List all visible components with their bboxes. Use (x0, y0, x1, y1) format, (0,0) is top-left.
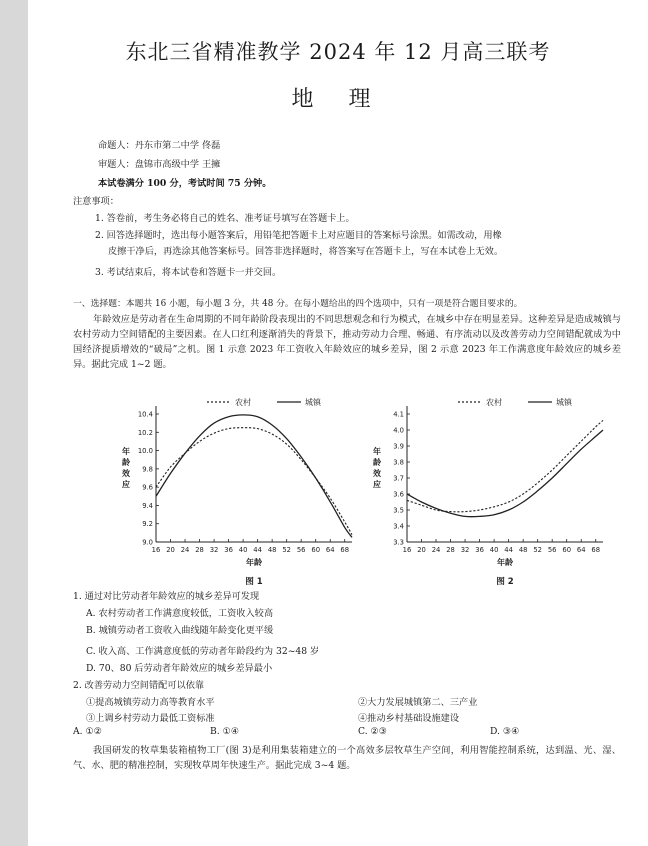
series-line-农村 (156, 428, 352, 535)
note-3: 3. 考试结束后，将本试卷和答题卡一并交回。 (95, 267, 282, 278)
x-tick-label: 56 (296, 546, 306, 554)
x-tick-label: 24 (431, 546, 441, 554)
x-tick-label: 24 (180, 546, 190, 554)
x-tick-label: 28 (195, 546, 204, 554)
y-label-char: 龄 (373, 458, 381, 467)
y-tick-label: 3.3 (393, 538, 404, 547)
y-tick-label: 10.0 (137, 447, 153, 456)
y-tick-label: 9.2 (142, 520, 153, 529)
y-label-char: 龄 (122, 458, 130, 467)
y-tick-label: 10.4 (137, 410, 153, 419)
figure-2-chart (363, 392, 613, 590)
x-tick-label: 64 (576, 546, 586, 554)
y-tick-label: 3.8 (393, 458, 404, 467)
q2-option-b: B. ①④ (210, 726, 240, 737)
x-axis-label: 年龄 (497, 558, 513, 567)
x-tick-label: 56 (547, 546, 557, 554)
x-axis-label: 年龄 (246, 558, 262, 567)
y-tick-label: 9.8 (142, 465, 153, 474)
y-label-char: 效 (373, 469, 381, 478)
y-label-char: 效 (122, 469, 130, 478)
reviewer-line: 审题人：盘锦市高级中学 王擁 (98, 159, 221, 170)
x-tick-label: 44 (504, 546, 513, 554)
q2-option-c: C. ②③ (358, 726, 388, 737)
note-1: 1. 答卷前，考生务必将自己的姓名、准考证号填写在答题卡上。 (95, 213, 355, 224)
q2-stem: 2. 改善劳动力空间错配可以依靠 (73, 680, 205, 691)
legend-label: 农村 (486, 398, 502, 407)
x-tick-label: 48 (518, 546, 528, 554)
legend-label: 农村 (235, 398, 251, 407)
x-tick-label: 68 (340, 546, 350, 554)
x-tick-label: 44 (253, 546, 262, 554)
notes-heading: 注意事项： (73, 196, 119, 207)
q1-stem: 1. 通过对比劳动者年龄效应的城乡差异可发现 (73, 591, 260, 602)
legend (458, 397, 573, 407)
exam-page (28, 0, 648, 846)
q1-option-a: A. 农村劳动者工作满意度较低，工资收入较高 (86, 608, 274, 619)
x-tick-label: 40 (489, 546, 499, 554)
y-tick-label: 4.0 (393, 426, 404, 435)
y-label-char: 应 (122, 480, 130, 489)
x-tick-label: 52 (282, 546, 291, 554)
y-label-char: 应 (373, 480, 381, 489)
y-label-char: 年 (373, 447, 381, 456)
q2-choice-1: ①提高城镇劳动力高等教育水平 (86, 697, 215, 708)
y-tick-label: 3.4 (393, 522, 404, 531)
y-tick-label: 3.7 (393, 474, 404, 483)
q2-choice-2: ②大力发展城镇第二、三产业 (358, 697, 478, 708)
q1-option-b: B. 城镇劳动者工资收入曲线随年龄变化更平缓 (86, 625, 274, 636)
y-axis-label (122, 446, 130, 489)
x-tick-label: 16 (402, 546, 412, 554)
x-tick-label: 16 (151, 546, 161, 554)
y-tick-label: 9.0 (142, 538, 153, 547)
legend (207, 397, 322, 407)
q2-choice-4: ④推动乡村基础设施建设 (358, 713, 460, 724)
x-tick-label: 20 (417, 546, 426, 554)
note-2-line1: 2. 回答选择题时，选出每小题答案后，用铅笔把答题卡上对应题目的答案标号涂黑。如需改动，用橡 (95, 230, 502, 241)
x-tick-label: 36 (475, 546, 484, 554)
x-tick-label: 36 (224, 546, 233, 554)
legend-label: 城镇 (556, 398, 572, 407)
exam-title: 东北三省精准教学 2024 年 12 月高三联考 (125, 40, 551, 64)
exam-info: 本试卷满分 100 分，考试时间 75 分钟。 (98, 178, 272, 189)
x-tick-label: 68 (591, 546, 601, 554)
x-tick-label: 48 (267, 546, 277, 554)
subject-title: 地 理 (291, 87, 385, 112)
q1-option-c: C. 收入高、工作满意度低的劳动者年龄段约为 32~48 岁 (86, 646, 320, 657)
series-line-农村 (407, 420, 603, 511)
series-line-城镇 (156, 415, 352, 538)
y-tick-label: 3.5 (393, 506, 404, 515)
q2-option-a: A. ①② (73, 726, 102, 737)
y-tick-label: 3.9 (393, 442, 404, 451)
x-tick-label: 60 (562, 546, 572, 554)
x-tick-label: 52 (533, 546, 542, 554)
setter-line: 命题人：丹东市第二中学 佟磊 (98, 140, 221, 151)
x-tick-label: 64 (325, 546, 335, 554)
y-tick-label: 9.4 (142, 501, 153, 510)
x-tick-label: 60 (311, 546, 321, 554)
chart-title: 图 2 (496, 577, 514, 587)
y-axis-label (373, 446, 381, 489)
x-tick-label: 40 (238, 546, 248, 554)
q2-choice-3: ③上调乡村劳动力最低工资标准 (86, 713, 215, 724)
q2-option-d: D. ③④ (490, 726, 520, 737)
figure-1-chart (112, 392, 362, 590)
chart-title: 图 1 (245, 577, 263, 587)
x-tick-label: 28 (446, 546, 455, 554)
passage-2: 我国研发的牧草集装箱植物工厂(图 3)是利用集装箱建立的一个高效多层牧草生产空间，利用智能控制系统，达到温、光、湿、气、水、肥的精准控制，实现牧草周年快速生产。据此完成 3~4 题。 (73, 745, 621, 771)
y-tick-label: 9.6 (142, 483, 153, 492)
y-tick-label: 3.6 (393, 490, 404, 499)
x-tick-label: 20 (166, 546, 175, 554)
x-tick-label: 32 (209, 546, 219, 554)
note-2-line2: 皮擦干净后，再选涂其他答案标号。回答非选择题时，将答案写在答题卡上，写在本试卷上无效。 (108, 246, 504, 257)
y-tick-label: 4.1 (393, 410, 404, 419)
y-label-char: 年 (122, 447, 130, 456)
passage-1: 年龄效应是劳动者在生命周期的不同年龄阶段表现出的不同思想观念和行为模式，在城乡中存在明显差异。这种差异是造成城镇与农村劳动力空间错配的主要因素。在人口红利逐渐消失的背景下，推动劳动力合理、畅通、有序流动以及改善劳动力空间错配就成为中国经济提质增效的“破局”之机。图 1 示意 2023 年工资收入年龄效应的城乡差异，图 2 示意 2023 年工作满意度年龄效应的城乡差异。据此完成 1~2 题。 (73, 314, 621, 370)
section1-heading: 一、选择题：本题共 16 小题，每小题 3 分，共 48 分。在每小题给出的四个选项中，只有一项是符合题目要求的。 (73, 299, 523, 309)
x-tick-label: 32 (460, 546, 470, 554)
y-tick-label: 10.2 (137, 428, 153, 437)
q1-option-d: D. 70、80 后劳动者年龄效应的城乡差异最小 (86, 663, 273, 674)
legend-label: 城镇 (305, 398, 321, 407)
